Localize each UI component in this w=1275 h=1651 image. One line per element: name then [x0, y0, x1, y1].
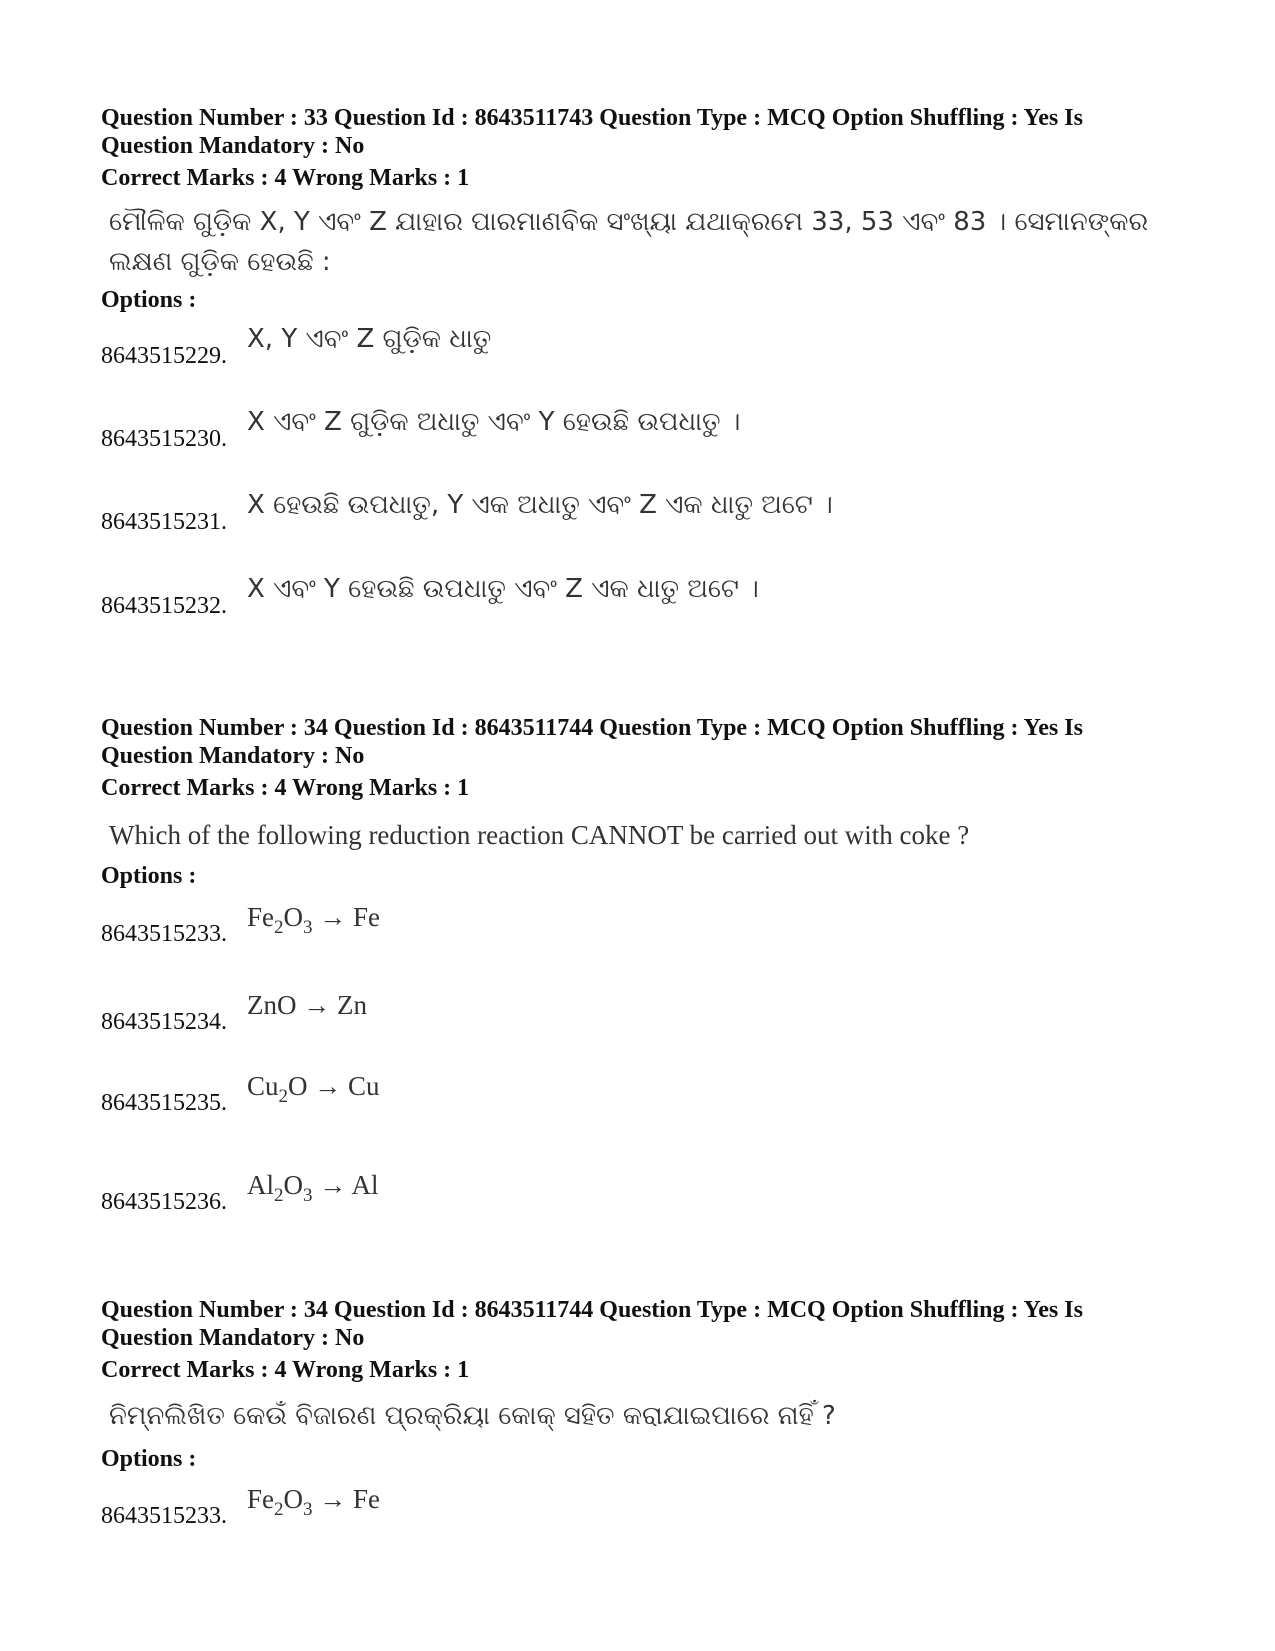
option-row [101, 324, 1151, 370]
option-text: X ଏବଂ Y ହେଉଛି ଉପଧାତୁ ଏବଂ Z ଏକ ଧାତୁ ଅଟେ । [247, 574, 759, 604]
question-meta-line: Question Mandatory : No [101, 1325, 365, 1351]
option-formula [247, 1071, 380, 1107]
formula-element: Fe [247, 902, 274, 932]
formula-element: Cu [247, 1071, 279, 1101]
formula-subscript: 2 [274, 917, 284, 938]
question-marks: Correct Marks : 4 Wrong Marks : 1 [101, 165, 470, 191]
option-id: 8643515231. [101, 509, 227, 535]
option-row [101, 1170, 1151, 1216]
option-text: X, Y ଏବଂ Z ଗୁଡ଼ିକ ଧାତୁ [247, 324, 492, 354]
arrow-icon: → [319, 1484, 347, 1514]
options-label: Options : [101, 287, 197, 313]
question-meta-line: Question Mandatory : No [101, 743, 365, 769]
arrow-icon: → [314, 1071, 342, 1101]
formula-product: Fe [353, 1484, 380, 1514]
formula-subscript: 3 [303, 1499, 313, 1520]
option-id: 8643515230. [101, 426, 227, 452]
question-marks: Correct Marks : 4 Wrong Marks : 1 [101, 1357, 470, 1383]
question-meta [101, 104, 1161, 192]
formula-subscript: 3 [303, 917, 313, 938]
formula-subscript: 2 [278, 1086, 289, 1107]
formula-element: Al [247, 1170, 274, 1200]
option-id: 8643515233. [101, 921, 227, 947]
option-row [101, 1071, 1151, 1117]
option-id: 8643515234. [101, 1009, 227, 1035]
formula-element: O [283, 1484, 303, 1514]
arrow-icon: → [319, 902, 347, 932]
options-label: Options : [101, 1446, 197, 1472]
formula-subscript: 2 [274, 1185, 284, 1206]
formula-element: Fe [247, 1484, 274, 1514]
option-row [101, 990, 1151, 1036]
option-formula [247, 1484, 380, 1520]
option-formula [247, 990, 367, 1020]
formula-subscript: 3 [303, 1185, 313, 1206]
formula-element: ZnO [247, 990, 297, 1020]
formula-element: O [283, 1170, 303, 1200]
option-text: X ଏବଂ Z ଗୁଡ଼ିକ ଅଧାତୁ ଏବଂ Y ହେଉଛି ଉପଧାତୁ । [247, 407, 741, 437]
option-row [101, 902, 1151, 948]
formula-element: O [288, 1071, 308, 1101]
question-meta [101, 714, 1161, 802]
question-meta-line: Question Number : 34 Question Id : 8643511744 Question Type : MCQ Option Shuffling : Yes Is [101, 1297, 1083, 1323]
option-row [101, 490, 1151, 536]
question-meta-line: Question Number : 33 Question Id : 8643511743 Question Type : MCQ Option Shuffling : Yes Is [101, 105, 1083, 131]
option-row [101, 1484, 1151, 1530]
option-id: 8643515229. [101, 343, 227, 369]
option-row [101, 574, 1151, 620]
option-id: 8643515232. [101, 593, 227, 619]
option-id: 8643515236. [101, 1189, 227, 1215]
options-label: Options : [101, 863, 197, 889]
formula-product: Fe [353, 902, 380, 932]
option-id: 8643515233. [101, 1503, 227, 1529]
option-text: X ହେଉଛି ଉପଧାତୁ, Y ଏକ ଅଧାତୁ ଏବଂ Z ଏକ ଧାତୁ ଅଟେ । [247, 490, 833, 520]
formula-product: Cu [348, 1071, 380, 1101]
option-formula [247, 1170, 379, 1206]
formula-element: O [283, 902, 303, 932]
question-marks: Correct Marks : 4 Wrong Marks : 1 [101, 775, 470, 801]
formula-product: Al [351, 1170, 379, 1200]
arrow-icon: → [319, 1170, 347, 1200]
question-meta-line: Question Mandatory : No [101, 133, 365, 159]
question-text: ମୌଳିକ ଗୁଡ଼ିକ X, Y ଏବଂ Z ଯାହାର ପାରମାଣବିକ ସଂଖ୍ୟା ଯଥାକ୍ରମେ 33, 53 ଏବଂ 83 । ସେମାନଙ୍କର ଲକ୍ଷଣ ଗୁଡ଼ିକ ହେଉଛି : [109, 207, 1149, 277]
question-meta [101, 1296, 1161, 1384]
arrow-icon: → [303, 990, 331, 1020]
question-text: Which of the following reduction reaction CANNOT be carried out with coke ? [109, 820, 970, 850]
option-row [101, 407, 1151, 453]
option-id: 8643515235. [101, 1090, 227, 1116]
option-formula [247, 902, 380, 938]
question-meta-line: Question Number : 34 Question Id : 8643511744 Question Type : MCQ Option Shuffling : Yes Is [101, 715, 1083, 741]
formula-subscript: 2 [274, 1499, 284, 1520]
formula-product: Zn [337, 990, 367, 1020]
question-text: ନିମ୍ନଲିଖିତ କେଉଁ ବିଜାରଣ ପ୍ରକ୍ରିୟା କୋକ୍ ସହିତ କରାଯାଇପାରେ ନାହିଁ ? [109, 1401, 836, 1431]
